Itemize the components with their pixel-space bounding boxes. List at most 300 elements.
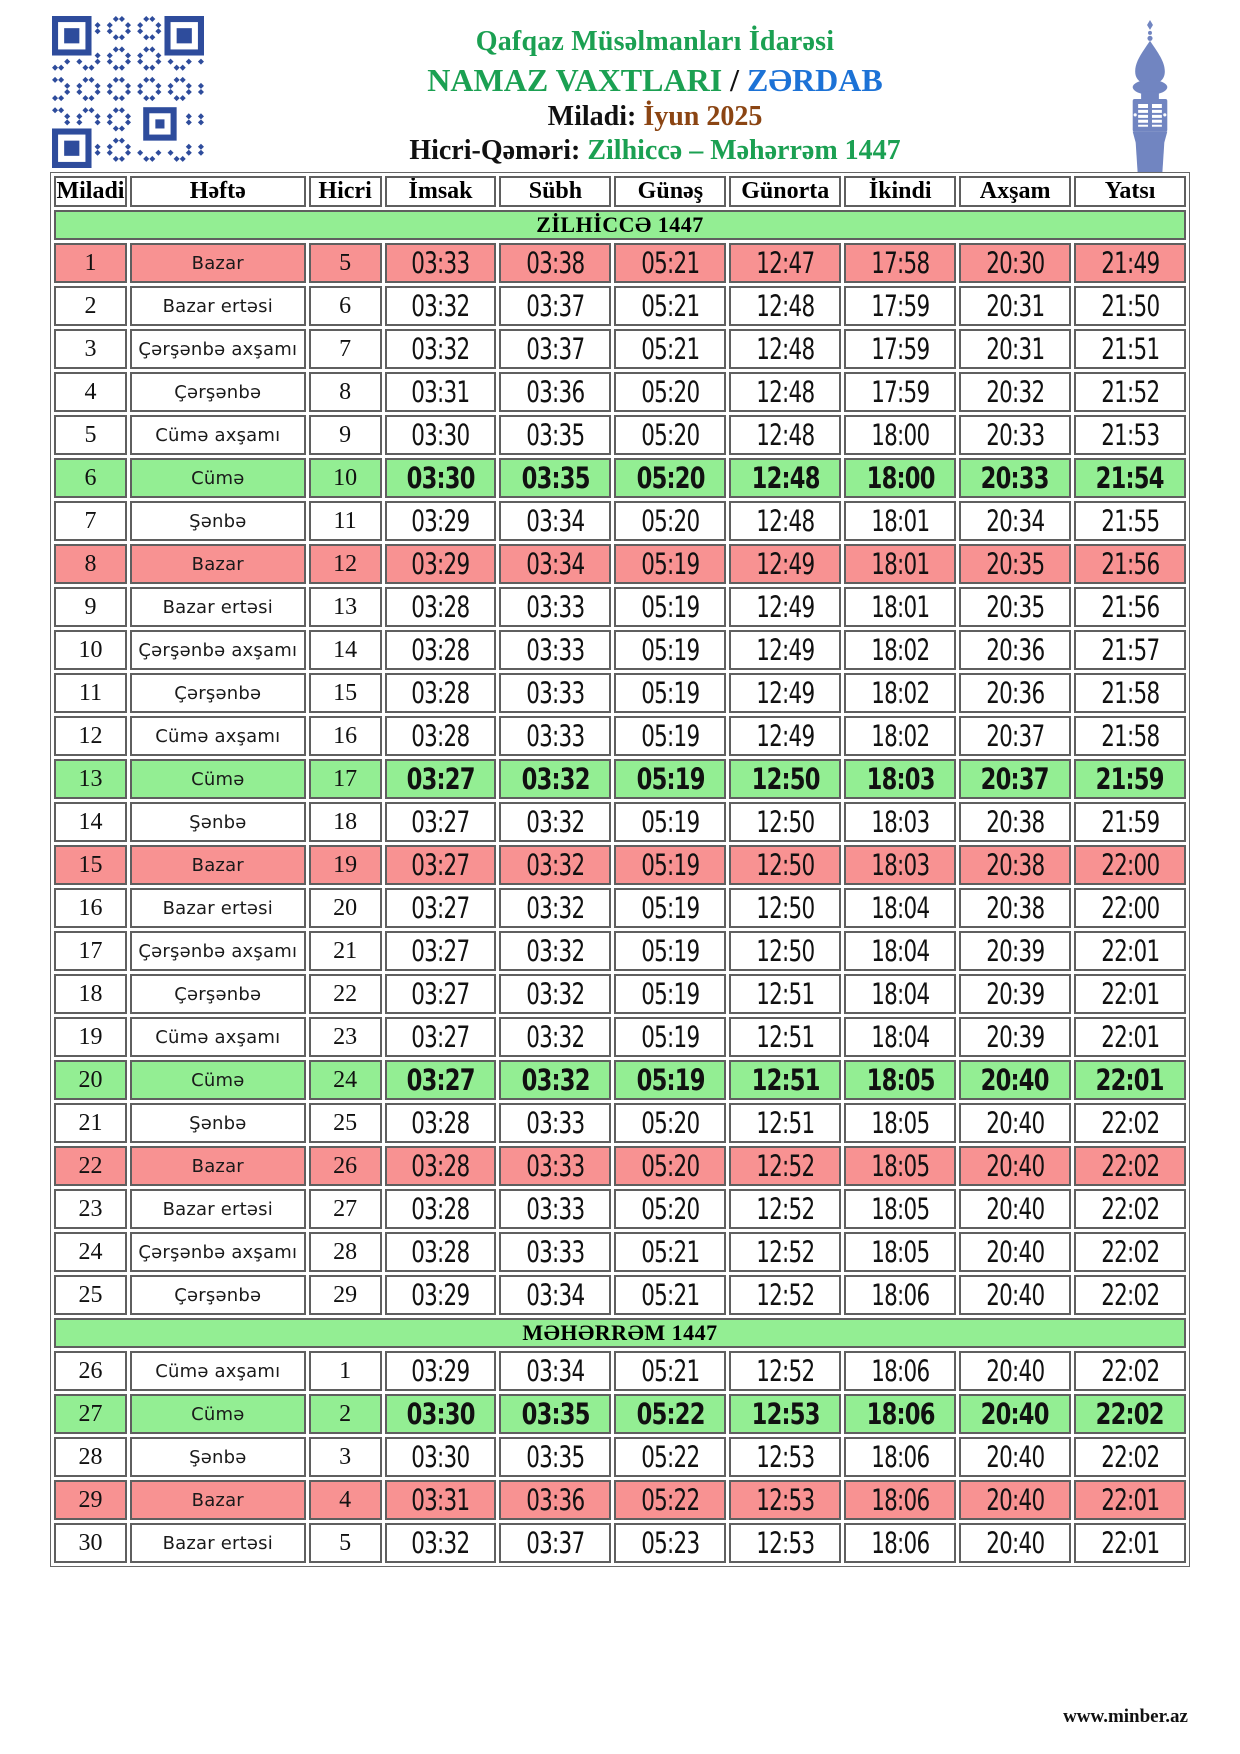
aksam-cell: [959, 974, 1071, 1014]
hicri-day-cell: [309, 1103, 382, 1143]
weekday-cell-text: Cümə: [191, 467, 245, 489]
column-header-miladi: Miladi: [54, 176, 127, 207]
gunorta-cell-text: 12:53: [756, 1440, 815, 1474]
ikindi-cell-text: 18:02: [871, 719, 930, 753]
subh-cell-text: 03:37: [526, 332, 585, 366]
miladi-day-cell-text: 30: [78, 1529, 103, 1556]
weekday-cell-text: Bazar ertəsi: [162, 295, 273, 317]
imsak-cell: [385, 1523, 497, 1563]
ikindi-cell-text: 18:04: [871, 977, 930, 1011]
day-row: [54, 1060, 1186, 1100]
imsak-cell-text: 03:32: [411, 1526, 470, 1560]
hicri-day-cell: [309, 888, 382, 928]
subh-cell-text: 03:32: [526, 977, 585, 1011]
website-link[interactable]: www.minber.az: [1063, 1706, 1188, 1727]
aksam-cell: [959, 673, 1071, 713]
ikindi-cell-text: 18:06: [871, 1440, 930, 1474]
subh-cell-text: 03:32: [526, 805, 585, 839]
yatsi-cell-text: 21:53: [1100, 418, 1160, 452]
weekday-cell-text: Çərşənbə axşamı: [138, 639, 298, 661]
imsak-cell-text: 03:32: [411, 332, 470, 366]
subh-cell: [499, 1275, 611, 1315]
imsak-cell-text: 03:27: [411, 977, 470, 1011]
ikindi-cell: [844, 931, 956, 971]
ikindi-cell-text: 18:05: [871, 1235, 930, 1269]
imsak-cell-text: 03:31: [411, 375, 470, 409]
imsak-cell: [385, 802, 497, 842]
subh-cell-text: 03:35: [521, 461, 590, 495]
imsak-cell-text: 03:28: [411, 1235, 470, 1269]
hicri-day-cell: [309, 1017, 382, 1057]
weekday-cell-text: Çərşənbə axşamı: [138, 940, 298, 962]
hicri-day-cell: [309, 501, 382, 541]
hicri-day-cell-text: 9: [339, 421, 352, 448]
subh-cell: [499, 501, 611, 541]
miladi-day-cell: [54, 1437, 127, 1477]
qr-code-icon: [52, 16, 204, 168]
yatsi-cell-text: 21:59: [1100, 805, 1160, 839]
yatsi-cell-text: 22:02: [1100, 1235, 1160, 1269]
subh-cell: [499, 415, 611, 455]
miladi-day-cell-text: 3: [84, 335, 97, 362]
aksam-cell-text: 20:39: [986, 934, 1045, 968]
gunorta-cell-text: 12:48: [756, 289, 815, 323]
gunorta-cell: [729, 243, 841, 283]
miladi-day-cell: [54, 501, 127, 541]
gunes-cell-text: 05:19: [641, 676, 700, 710]
yatsi-cell-text: 22:01: [1100, 1020, 1160, 1054]
day-row: [54, 1351, 1186, 1391]
subh-cell: [499, 587, 611, 627]
subh-cell: [499, 1394, 611, 1434]
aksam-cell-text: 20:40: [986, 1106, 1045, 1140]
weekday-cell-text: Şənbə: [189, 510, 247, 532]
imsak-cell: [385, 974, 497, 1014]
subh-cell: [499, 759, 611, 799]
gunes-cell-text: 05:20: [641, 1149, 700, 1183]
day-row: [54, 1189, 1186, 1229]
miladi-day-cell-text: 2: [84, 292, 97, 319]
ikindi-cell-text: 18:02: [871, 633, 930, 667]
aksam-cell: [959, 415, 1071, 455]
ikindi-cell: [844, 1232, 956, 1272]
aksam-cell: [959, 1103, 1071, 1143]
gunes-cell-text: 05:19: [636, 762, 705, 796]
gunorta-cell: [729, 888, 841, 928]
subh-cell: [499, 888, 611, 928]
gunes-cell: [614, 845, 726, 885]
imsak-cell: [385, 630, 497, 670]
ikindi-cell: [844, 329, 956, 369]
imsak-cell-text: 03:27: [411, 891, 470, 925]
weekday-cell: [130, 458, 306, 498]
miladi-day-cell: [54, 1275, 127, 1315]
day-row: [54, 1275, 1186, 1315]
yatsi-cell-text: 21:52: [1100, 375, 1160, 409]
aksam-cell: [959, 372, 1071, 412]
subh-cell-text: 03:34: [526, 547, 585, 581]
minaret-icon: [1102, 20, 1198, 188]
subh-cell-text: 03:36: [526, 1483, 585, 1517]
yatsi-cell: [1074, 673, 1186, 713]
weekday-cell-text: Çərşənbə: [174, 381, 262, 403]
ikindi-cell-text: 17:58: [871, 246, 930, 280]
miladi-day-cell-text: 7: [84, 507, 97, 534]
weekday-cell-text: Bazar: [191, 1489, 244, 1511]
hicri-day-cell: [309, 372, 382, 412]
subh-cell-text: 03:32: [526, 934, 585, 968]
subh-cell: [499, 931, 611, 971]
aksam-cell-text: 20:32: [986, 375, 1045, 409]
gunorta-cell: [729, 1275, 841, 1315]
hicri-day-cell-text: 25: [333, 1109, 358, 1136]
ikindi-cell-text: 18:03: [866, 762, 935, 796]
aksam-cell: [959, 1523, 1071, 1563]
subh-cell: [499, 458, 611, 498]
aksam-cell-text: 20:33: [981, 461, 1050, 495]
hicri-day-cell-text: 14: [333, 636, 358, 663]
gunes-cell: [614, 716, 726, 756]
gunorta-cell-text: 12:49: [756, 676, 815, 710]
gunes-cell: [614, 458, 726, 498]
weekday-cell: [130, 974, 306, 1014]
day-row: [54, 802, 1186, 842]
subh-cell-text: 03:33: [526, 1192, 585, 1226]
aksam-cell-text: 20:30: [986, 246, 1045, 280]
yatsi-cell-text: 22:01: [1100, 934, 1160, 968]
gunorta-cell-text: 12:52: [756, 1149, 815, 1183]
ikindi-cell-text: 17:59: [871, 289, 930, 323]
imsak-cell-text: 03:28: [411, 633, 470, 667]
imsak-cell: [385, 1394, 497, 1434]
ikindi-cell-text: 18:02: [871, 676, 930, 710]
ikindi-cell: [844, 888, 956, 928]
gunes-cell: [614, 1060, 726, 1100]
miladi-day-cell: [54, 673, 127, 713]
gunes-cell: [614, 544, 726, 584]
organization-name: Qafqaz Müsəlmanları İdarəsi: [475, 26, 835, 57]
imsak-cell: [385, 329, 497, 369]
yatsi-cell-text: 21:50: [1100, 289, 1160, 323]
hicri-day-cell: [309, 1146, 382, 1186]
gunes-cell-text: 05:20: [641, 375, 700, 409]
yatsi-cell: [1074, 1275, 1186, 1315]
gunes-cell-text: 05:19: [641, 891, 700, 925]
gunes-cell-text: 05:19: [641, 934, 700, 968]
miladi-day-cell-text: 27: [78, 1400, 103, 1427]
aksam-cell: [959, 888, 1071, 928]
miladi-day-cell: [54, 243, 127, 283]
gunes-cell: [614, 888, 726, 928]
weekday-cell-text: Cümə: [191, 768, 245, 790]
gunes-cell-text: 05:20: [636, 461, 705, 495]
miladi-day-cell: [54, 1394, 127, 1434]
day-row: [54, 974, 1186, 1014]
gunes-cell: [614, 630, 726, 670]
gunes-cell-text: 05:22: [636, 1397, 705, 1431]
imsak-cell: [385, 888, 497, 928]
imsak-cell-text: 03:28: [411, 676, 470, 710]
gunes-cell-text: 05:20: [641, 504, 700, 538]
gunes-cell: [614, 759, 726, 799]
miladi-day-cell: [54, 372, 127, 412]
subh-cell-text: 03:32: [521, 762, 590, 796]
hicri-day-cell: [309, 759, 382, 799]
miladi-day-cell: [54, 974, 127, 1014]
ikindi-cell: [844, 1275, 956, 1315]
hicri-day-cell-text: 15: [333, 679, 358, 706]
gunes-cell: [614, 1523, 726, 1563]
weekday-cell-text: Bazar: [191, 1155, 244, 1177]
gunorta-cell-text: 12:51: [751, 1063, 820, 1097]
gunorta-cell-text: 12:49: [756, 590, 815, 624]
subh-cell: [499, 802, 611, 842]
weekday-cell-text: Cümə axşamı: [155, 424, 281, 446]
hicri-label: Hicri-Qəməri:: [409, 135, 581, 166]
imsak-cell: [385, 1017, 497, 1057]
hicri-day-cell: [309, 1060, 382, 1100]
yatsi-cell-text: 22:02: [1100, 1192, 1160, 1226]
ikindi-cell-text: 18:05: [871, 1192, 930, 1226]
weekday-cell-text: Bazar ertəsi: [162, 897, 273, 919]
column-header-subh: Sübh: [499, 176, 611, 207]
subh-cell: [499, 1232, 611, 1272]
weekday-cell: [130, 1394, 306, 1434]
subh-cell: [499, 1017, 611, 1057]
weekday-cell: [130, 372, 306, 412]
hicri-day-cell: [309, 845, 382, 885]
imsak-cell-text: 03:28: [411, 719, 470, 753]
imsak-cell-text: 03:32: [411, 289, 470, 323]
aksam-cell-text: 20:31: [986, 332, 1045, 366]
weekday-cell: [130, 1146, 306, 1186]
gunes-cell-text: 05:19: [641, 805, 700, 839]
gunes-cell-text: 05:21: [641, 1235, 700, 1269]
aksam-cell: [959, 1060, 1071, 1100]
ikindi-cell-text: 18:03: [871, 848, 930, 882]
gunorta-cell: [729, 286, 841, 326]
subh-cell-text: 03:33: [526, 590, 585, 624]
yatsi-cell: [1074, 1103, 1186, 1143]
yatsi-cell: [1074, 544, 1186, 584]
yatsi-cell: [1074, 286, 1186, 326]
hicri-day-cell-text: 2: [339, 1400, 352, 1427]
hicri-day-cell: [309, 587, 382, 627]
gunorta-cell-text: 12:53: [751, 1397, 820, 1431]
ikindi-cell: [844, 1189, 956, 1229]
gunes-cell: [614, 1480, 726, 1520]
miladi-day-cell: [54, 845, 127, 885]
subh-cell: [499, 1351, 611, 1391]
imsak-cell-text: 03:31: [411, 1483, 470, 1517]
subh-cell-text: 03:32: [521, 1063, 590, 1097]
subh-cell: [499, 1523, 611, 1563]
ikindi-cell-text: 18:05: [871, 1106, 930, 1140]
imsak-cell: [385, 1275, 497, 1315]
gunes-cell: [614, 501, 726, 541]
subh-cell-text: 03:34: [526, 1278, 585, 1312]
yatsi-cell: [1074, 845, 1186, 885]
day-row: [54, 1146, 1186, 1186]
miladi-day-cell-text: 24: [78, 1238, 103, 1265]
miladi-day-cell-text: 9: [84, 593, 97, 620]
gunes-cell: [614, 1437, 726, 1477]
aksam-cell: [959, 1275, 1071, 1315]
ikindi-cell: [844, 587, 956, 627]
imsak-cell: [385, 1146, 497, 1186]
hicri-value: Zilhiccə – Məhərrəm 1447: [587, 135, 901, 166]
miladi-label: Miladi:: [547, 101, 637, 132]
ikindi-cell-text: 18:06: [871, 1278, 930, 1312]
gunorta-cell-text: 12:52: [756, 1354, 815, 1388]
subh-cell-text: 03:35: [526, 418, 585, 452]
miladi-day-cell-text: 26: [78, 1357, 103, 1384]
gunes-cell-text: 05:20: [641, 1192, 700, 1226]
miladi-day-cell: [54, 1060, 127, 1100]
hicri-day-cell: [309, 673, 382, 713]
weekday-cell: [130, 802, 306, 842]
hicri-day-cell: [309, 1394, 382, 1434]
weekday-cell-text: Bazar ertəsi: [162, 596, 273, 618]
ikindi-cell-text: 18:01: [871, 590, 930, 624]
subh-cell: [499, 1480, 611, 1520]
gunorta-cell-text: 12:50: [756, 805, 815, 839]
page-title: [220, 62, 1090, 99]
subh-cell: [499, 630, 611, 670]
imsak-cell: [385, 1103, 497, 1143]
gunorta-cell: [729, 1232, 841, 1272]
aksam-cell-text: 20:34: [986, 504, 1045, 538]
imsak-cell-text: 03:29: [411, 1354, 470, 1388]
gunes-cell-text: 05:22: [641, 1440, 700, 1474]
yatsi-cell: [1074, 716, 1186, 756]
subh-cell-text: 03:36: [526, 375, 585, 409]
yatsi-cell: [1074, 415, 1186, 455]
column-header-yatsi: Yatsı: [1074, 176, 1186, 207]
gunes-cell: [614, 1103, 726, 1143]
ikindi-cell: [844, 372, 956, 412]
aksam-cell: [959, 544, 1071, 584]
gunorta-cell: [729, 673, 841, 713]
imsak-cell: [385, 501, 497, 541]
hicri-day-cell: [309, 329, 382, 369]
hicri-day-cell-text: 4: [339, 1486, 352, 1513]
miladi-day-cell-text: 17: [78, 937, 103, 964]
column-header-gunorta: Günorta: [729, 176, 841, 207]
ikindi-cell: [844, 673, 956, 713]
aksam-cell: [959, 1394, 1071, 1434]
gunorta-cell-text: 12:50: [756, 934, 815, 968]
imsak-cell: [385, 286, 497, 326]
gunorta-cell-text: 12:49: [756, 719, 815, 753]
gunorta-cell-text: 12:52: [756, 1278, 815, 1312]
subh-cell: [499, 372, 611, 412]
ikindi-cell-text: 18:06: [866, 1397, 935, 1431]
ikindi-cell-text: 18:01: [871, 547, 930, 581]
weekday-cell: [130, 1275, 306, 1315]
day-row: [54, 888, 1186, 928]
gunorta-cell: [729, 759, 841, 799]
yatsi-cell-text: 21:58: [1100, 719, 1160, 753]
table-body: [54, 210, 1186, 1563]
gunes-cell-text: 05:19: [641, 848, 700, 882]
weekday-cell-text: Çərşənbə axşamı: [138, 1241, 298, 1263]
hicri-day-cell: [309, 1437, 382, 1477]
weekday-cell: [130, 630, 306, 670]
gunorta-cell-text: 12:51: [756, 1106, 815, 1140]
miladi-day-cell-text: 8: [84, 550, 97, 577]
weekday-cell: [130, 716, 306, 756]
hicri-day-cell-text: 8: [339, 378, 352, 405]
yatsi-cell: [1074, 802, 1186, 842]
gunes-cell: [614, 587, 726, 627]
imsak-cell-text: 03:28: [411, 1149, 470, 1183]
hicri-day-cell-text: 1: [339, 1357, 352, 1384]
gunes-cell: [614, 1232, 726, 1272]
column-header-ikindi: İkindi: [844, 176, 956, 207]
weekday-cell: [130, 1437, 306, 1477]
hicri-day-cell: [309, 1232, 382, 1272]
weekday-cell: [130, 759, 306, 799]
month-section-title: MƏHƏRRƏM 1447: [54, 1318, 1186, 1348]
yatsi-cell-text: 21:51: [1100, 332, 1160, 366]
hicri-day-cell-text: 23: [333, 1023, 358, 1050]
hicri-day-cell-text: 6: [339, 292, 352, 319]
gunorta-cell: [729, 1394, 841, 1434]
miladi-day-cell-text: 29: [78, 1486, 103, 1513]
ikindi-cell-text: 18:04: [871, 891, 930, 925]
aksam-cell-text: 20:40: [986, 1278, 1045, 1312]
yatsi-cell-text: 22:02: [1100, 1149, 1160, 1183]
title-separator: /: [722, 62, 748, 98]
day-row: [54, 1437, 1186, 1477]
gunes-cell-text: 05:23: [641, 1526, 700, 1560]
miladi-day-cell: [54, 1017, 127, 1057]
aksam-cell-text: 20:35: [986, 590, 1045, 624]
subh-cell-text: 03:38: [526, 246, 585, 280]
imsak-cell-text: 03:29: [411, 547, 470, 581]
weekday-cell: [130, 1523, 306, 1563]
hicri-day-cell: [309, 1480, 382, 1520]
gunes-cell-text: 05:19: [641, 719, 700, 753]
hicri-day-cell-text: 13: [333, 593, 358, 620]
hicri-day-cell: [309, 974, 382, 1014]
ikindi-cell: [844, 243, 956, 283]
aksam-cell: [959, 1351, 1071, 1391]
aksam-cell-text: 20:31: [986, 289, 1045, 323]
subh-cell: [499, 716, 611, 756]
weekday-cell: [130, 415, 306, 455]
miladi-day-cell: [54, 630, 127, 670]
imsak-cell: [385, 1480, 497, 1520]
aksam-cell: [959, 802, 1071, 842]
gunes-cell-text: 05:19: [641, 547, 700, 581]
weekday-cell: [130, 1232, 306, 1272]
aksam-cell-text: 20:40: [986, 1440, 1045, 1474]
ikindi-cell: [844, 544, 956, 584]
yatsi-cell-text: 22:01: [1095, 1063, 1165, 1097]
yatsi-cell: [1074, 587, 1186, 627]
gunorta-cell-text: 12:52: [756, 1192, 815, 1226]
gunorta-cell-text: 12:52: [756, 1235, 815, 1269]
gunes-cell: [614, 1394, 726, 1434]
miladi-day-cell-text: 19: [78, 1023, 103, 1050]
hicri-day-cell-text: 17: [333, 765, 358, 792]
gunes-cell-text: 05:19: [641, 633, 700, 667]
imsak-cell-text: 03:30: [406, 1397, 475, 1431]
gunorta-cell-text: 12:48: [751, 461, 820, 495]
hijri-month-line: [220, 135, 1090, 167]
